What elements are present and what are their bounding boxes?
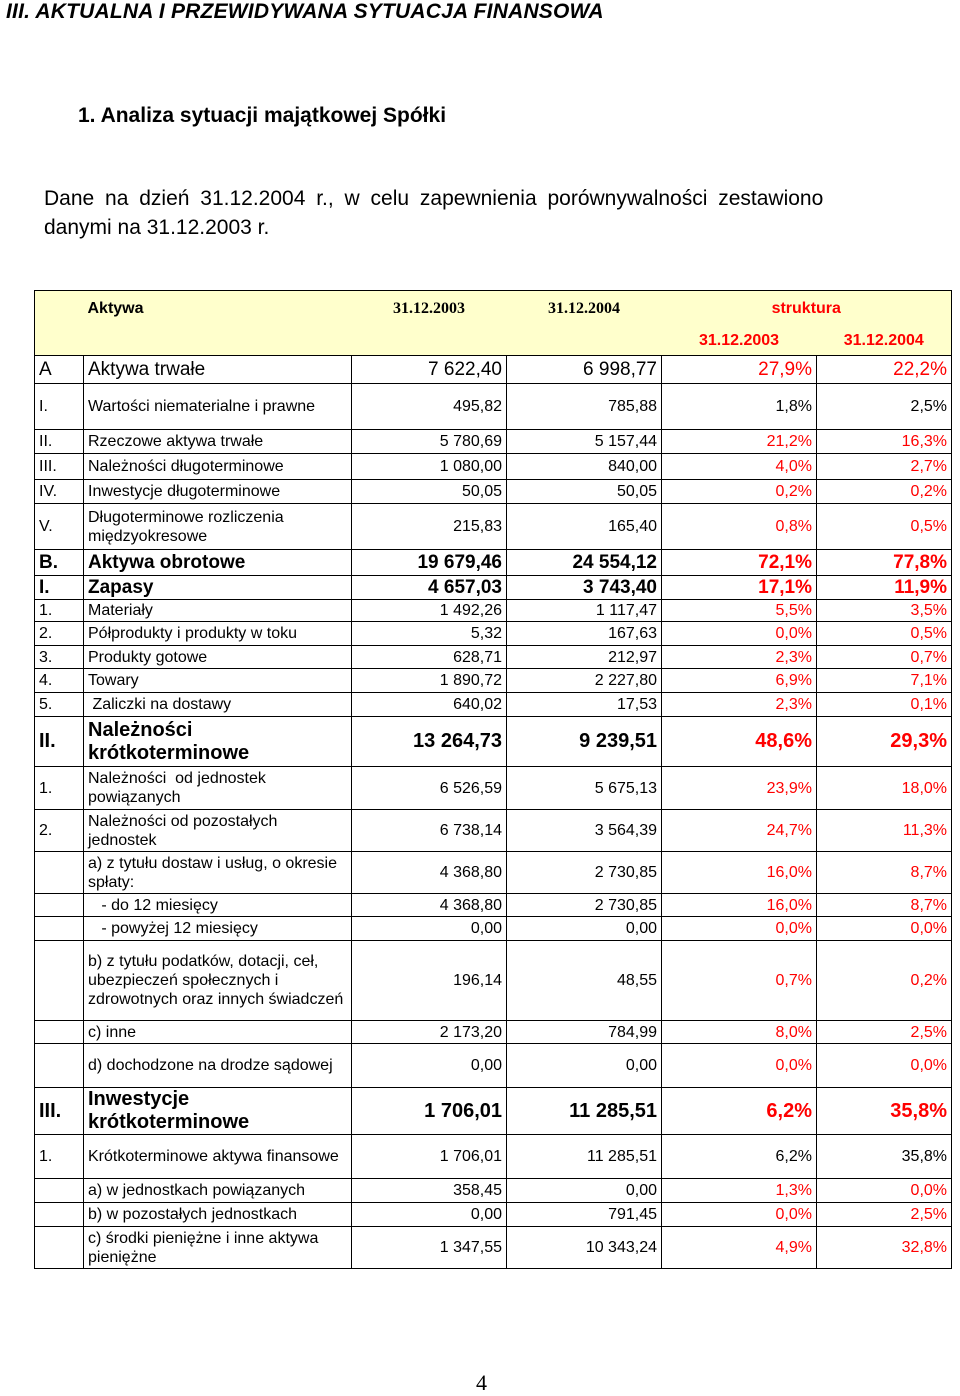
value-2003: 1 706,01	[352, 1135, 507, 1179]
row-index: IV.	[35, 480, 84, 504]
structure-2003: 16,0%	[662, 894, 817, 917]
value-2004: 5 157,44	[507, 430, 662, 454]
structure-2003: 6,2%	[662, 1135, 817, 1179]
row-name: Inwestycje krótkoterminowe	[84, 1088, 352, 1135]
header-structure-date-2003: 31.12.2003	[662, 325, 817, 356]
structure-2004: 29,3%	[817, 717, 952, 767]
row-index	[35, 1227, 84, 1269]
value-2003: 1 890,72	[352, 669, 507, 693]
value-2004: 784,99	[507, 1021, 662, 1044]
row-index	[35, 1044, 84, 1088]
value-2004: 791,45	[507, 1203, 662, 1227]
value-2004: 5 675,13	[507, 767, 662, 810]
row-name: Towary	[84, 669, 352, 693]
value-2003: 1 492,26	[352, 600, 507, 622]
value-2004: 840,00	[507, 454, 662, 480]
row-index: 1.	[35, 600, 84, 622]
value-2003: 1 706,01	[352, 1088, 507, 1135]
structure-2003: 21,2%	[662, 430, 817, 454]
value-2003: 2 173,20	[352, 1021, 507, 1044]
row-index: 2.	[35, 622, 84, 646]
row-name: Rzeczowe aktywa trwałe	[84, 430, 352, 454]
row-index	[35, 852, 84, 894]
structure-2003: 27,9%	[662, 356, 817, 384]
structure-2004: 3,5%	[817, 600, 952, 622]
structure-2003: 48,6%	[662, 717, 817, 767]
row-index: I.	[35, 384, 84, 430]
structure-2003: 0,0%	[662, 917, 817, 941]
value-2003: 6 738,14	[352, 810, 507, 852]
intro-paragraph	[44, 184, 924, 242]
row-index: 3.	[35, 646, 84, 669]
value-2003: 640,02	[352, 693, 507, 717]
table-row	[35, 669, 952, 693]
row-index	[35, 1021, 84, 1044]
row-index: III.	[35, 454, 84, 480]
row-index	[35, 1179, 84, 1203]
subsection-title: 1. Analiza sytuacji majątkowej Spółki	[78, 104, 447, 127]
row-index: A	[35, 356, 84, 384]
value-2004: 2 730,85	[507, 894, 662, 917]
table-row	[35, 430, 952, 454]
row-name: - powyżej 12 miesięcy	[84, 917, 352, 941]
row-index: II.	[35, 430, 84, 454]
structure-2004: 0,2%	[817, 941, 952, 1021]
row-name: Aktywa trwałe	[84, 356, 352, 384]
table-header-subrow	[35, 325, 952, 356]
value-2003: 215,83	[352, 504, 507, 550]
table-row	[35, 852, 952, 894]
table-row	[35, 1203, 952, 1227]
structure-2004: 8,7%	[817, 852, 952, 894]
row-name: a) w jednostkach powiązanych	[84, 1179, 352, 1203]
row-name: b) z tytułu podatków, dotacji, ceł, ubezpieczeń społecznych i zdrowotnych oraz innych świadczeń	[84, 941, 352, 1021]
row-name: Inwestycje długoterminowe	[84, 480, 352, 504]
table-row	[35, 1088, 952, 1135]
value-2003: 1 080,00	[352, 454, 507, 480]
table-row	[35, 356, 952, 384]
table-row	[35, 894, 952, 917]
header-structure-date-2004: 31.12.2004	[817, 325, 952, 356]
row-index: I.	[35, 576, 84, 600]
structure-2003: 24,7%	[662, 810, 817, 852]
structure-2003: 1,3%	[662, 1179, 817, 1203]
structure-2004: 0,1%	[817, 693, 952, 717]
structure-2004: 0,0%	[817, 1044, 952, 1088]
value-2004: 17,53	[507, 693, 662, 717]
row-index	[35, 917, 84, 941]
structure-2004: 22,2%	[817, 356, 952, 384]
row-index: 4.	[35, 669, 84, 693]
value-2004: 50,05	[507, 480, 662, 504]
header-date-2004: 31.12.2004	[507, 291, 662, 326]
structure-2003: 0,0%	[662, 1044, 817, 1088]
value-2004: 167,63	[507, 622, 662, 646]
value-2004: 48,55	[507, 941, 662, 1021]
header-date-2003: 31.12.2003	[352, 291, 507, 326]
row-name: d) dochodzone na drodze sądowej	[84, 1044, 352, 1088]
table-row	[35, 1044, 952, 1088]
structure-2004: 0,0%	[817, 1179, 952, 1203]
table-row	[35, 646, 952, 669]
value-2004: 0,00	[507, 1179, 662, 1203]
structure-2004: 2,5%	[817, 384, 952, 430]
table-body	[35, 356, 952, 1269]
header-structure: struktura	[662, 291, 952, 326]
structure-2004: 0,0%	[817, 917, 952, 941]
table-row	[35, 550, 952, 576]
value-2004: 1 117,47	[507, 600, 662, 622]
value-2003: 0,00	[352, 917, 507, 941]
value-2003: 5,32	[352, 622, 507, 646]
row-name: Należności od pozostałych jednostek	[84, 810, 352, 852]
structure-2003: 0,7%	[662, 941, 817, 1021]
structure-2004: 8,7%	[817, 894, 952, 917]
value-2003: 4 368,80	[352, 894, 507, 917]
value-2003: 4 368,80	[352, 852, 507, 894]
structure-2003: 2,3%	[662, 693, 817, 717]
value-2003: 50,05	[352, 480, 507, 504]
structure-2003: 8,0%	[662, 1021, 817, 1044]
structure-2004: 77,8%	[817, 550, 952, 576]
structure-2003: 0,2%	[662, 480, 817, 504]
structure-2003: 0,0%	[662, 1203, 817, 1227]
structure-2004: 35,8%	[817, 1135, 952, 1179]
row-index: 1.	[35, 1135, 84, 1179]
structure-2003: 2,3%	[662, 646, 817, 669]
row-index: 2.	[35, 810, 84, 852]
row-name: Aktywa obrotowe	[84, 550, 352, 576]
structure-2004: 7,1%	[817, 669, 952, 693]
structure-2004: 35,8%	[817, 1088, 952, 1135]
row-name: Długoterminowe rozliczenia międzyokresowe	[84, 504, 352, 550]
value-2004: 0,00	[507, 917, 662, 941]
row-name: Materiały	[84, 600, 352, 622]
value-2004: 11 285,51	[507, 1135, 662, 1179]
table-row	[35, 917, 952, 941]
row-name: c) inne	[84, 1021, 352, 1044]
structure-2004: 11,3%	[817, 810, 952, 852]
row-name: Zaliczki na dostawy	[84, 693, 352, 717]
row-name: Krótkoterminowe aktywa finansowe	[84, 1135, 352, 1179]
structure-2003: 23,9%	[662, 767, 817, 810]
structure-2004: 32,8%	[817, 1227, 952, 1269]
value-2004: 0,00	[507, 1044, 662, 1088]
value-2003: 495,82	[352, 384, 507, 430]
structure-2004: 18,0%	[817, 767, 952, 810]
table-row	[35, 717, 952, 767]
value-2004: 3 564,39	[507, 810, 662, 852]
structure-2004: 11,9%	[817, 576, 952, 600]
table-row	[35, 622, 952, 646]
value-2004: 9 239,51	[507, 717, 662, 767]
table-row	[35, 600, 952, 622]
row-index	[35, 894, 84, 917]
row-name: Półprodukty i produkty w toku	[84, 622, 352, 646]
structure-2003: 16,0%	[662, 852, 817, 894]
structure-2004: 2,5%	[817, 1021, 952, 1044]
structure-2004: 0,5%	[817, 622, 952, 646]
table-row	[35, 1179, 952, 1203]
structure-2003: 1,8%	[662, 384, 817, 430]
assets-table	[34, 290, 952, 1269]
row-index	[35, 941, 84, 1021]
header-assets-label: Aktywa	[84, 291, 352, 326]
row-index: 5.	[35, 693, 84, 717]
structure-2004: 0,7%	[817, 646, 952, 669]
value-2003: 628,71	[352, 646, 507, 669]
row-index: V.	[35, 504, 84, 550]
row-name: a) z tytułu dostaw i usług, o okresie spłaty:	[84, 852, 352, 894]
value-2004: 2 730,85	[507, 852, 662, 894]
row-name: c) środki pieniężne i inne aktywa pieniężne	[84, 1227, 352, 1269]
row-name: Wartości niematerialne i prawne	[84, 384, 352, 430]
value-2004: 212,97	[507, 646, 662, 669]
structure-2004: 2,7%	[817, 454, 952, 480]
table-row	[35, 576, 952, 600]
section-title: III. AKTUALNA I PRZEWIDYWANA SYTUACJA FINANSOWA	[6, 0, 604, 23]
row-name: Zapasy	[84, 576, 352, 600]
value-2003: 19 679,46	[352, 550, 507, 576]
value-2004: 11 285,51	[507, 1088, 662, 1135]
value-2003: 4 657,03	[352, 576, 507, 600]
structure-2003: 5,5%	[662, 600, 817, 622]
table-row	[35, 1021, 952, 1044]
value-2004: 785,88	[507, 384, 662, 430]
row-name: Należności od jednostek powiązanych	[84, 767, 352, 810]
structure-2003: 4,0%	[662, 454, 817, 480]
value-2003: 6 526,59	[352, 767, 507, 810]
row-index	[35, 1203, 84, 1227]
table-row	[35, 480, 952, 504]
row-name: Należności długoterminowe	[84, 454, 352, 480]
table-row	[35, 941, 952, 1021]
intro-line-2: danymi na 31.12.2003 r.	[44, 216, 270, 239]
structure-2003: 0,0%	[662, 622, 817, 646]
structure-2003: 17,1%	[662, 576, 817, 600]
structure-2003: 4,9%	[662, 1227, 817, 1269]
structure-2003: 6,9%	[662, 669, 817, 693]
table-row	[35, 810, 952, 852]
row-name: - do 12 miesięcy	[84, 894, 352, 917]
row-name: b) w pozostałych jednostkach	[84, 1203, 352, 1227]
structure-2004: 0,2%	[817, 480, 952, 504]
value-2004: 165,40	[507, 504, 662, 550]
value-2003: 358,45	[352, 1179, 507, 1203]
table-row	[35, 384, 952, 430]
structure-2003: 6,2%	[662, 1088, 817, 1135]
value-2004: 10 343,24	[507, 1227, 662, 1269]
intro-line-1: Dane na dzień 31.12.2004 r., w celu zapewnienia porównywalności zestawiono	[44, 187, 824, 210]
table-row	[35, 1135, 952, 1179]
table-row	[35, 1227, 952, 1269]
value-2003: 0,00	[352, 1203, 507, 1227]
structure-2003: 72,1%	[662, 550, 817, 576]
value-2004: 24 554,12	[507, 550, 662, 576]
value-2003: 1 347,55	[352, 1227, 507, 1269]
row-index: B.	[35, 550, 84, 576]
structure-2004: 0,5%	[817, 504, 952, 550]
table-row	[35, 767, 952, 810]
value-2004: 3 743,40	[507, 576, 662, 600]
structure-2004: 16,3%	[817, 430, 952, 454]
table-header-row	[35, 291, 952, 326]
table-row	[35, 693, 952, 717]
row-index: III.	[35, 1088, 84, 1135]
value-2003: 13 264,73	[352, 717, 507, 767]
table-row	[35, 454, 952, 480]
value-2003: 0,00	[352, 1044, 507, 1088]
value-2004: 6 998,77	[507, 356, 662, 384]
value-2003: 7 622,40	[352, 356, 507, 384]
row-index: II.	[35, 717, 84, 767]
structure-2003: 0,8%	[662, 504, 817, 550]
page-number: 4	[476, 1370, 487, 1395]
value-2004: 2 227,80	[507, 669, 662, 693]
table-row	[35, 504, 952, 550]
row-index: 1.	[35, 767, 84, 810]
structure-2004: 2,5%	[817, 1203, 952, 1227]
row-name: Należności krótkoterminowe	[84, 717, 352, 767]
value-2003: 5 780,69	[352, 430, 507, 454]
row-name: Produkty gotowe	[84, 646, 352, 669]
value-2003: 196,14	[352, 941, 507, 1021]
